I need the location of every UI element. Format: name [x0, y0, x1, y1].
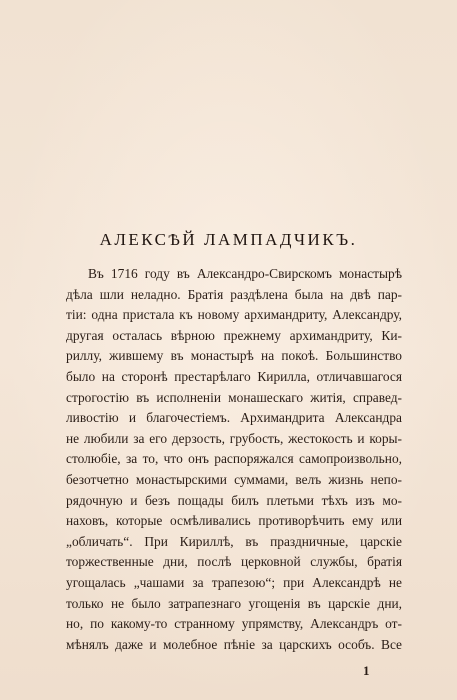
text-line: „обличать“. При Кириллѣ, въ праздничные, царскіе — [66, 533, 402, 549]
text-line: но, по какому-то странному упрямству, Александръ от- — [66, 616, 402, 632]
text-line: риллу, жившему въ монастырѣ на покоѣ. Большинство — [66, 348, 402, 364]
text-line: было на сторонѣ престарѣлаго Кирилла, отличавшагося — [66, 368, 402, 384]
text-line: Въ 1716 году въ Александро-Свирскомъ монастырѣ — [88, 266, 402, 281]
text-line: ливостію и благочестіемъ. Архимандрита Александра — [66, 410, 402, 426]
text-line: торжественные дни, послѣ церковной службы, братія — [66, 554, 402, 570]
text-line: дѣла шли неладно. Братія раздѣлена была на двѣ пар- — [66, 286, 402, 302]
body-text — [66, 264, 402, 655]
text-line: столюбіе, за то, что онъ распоряжался самопроизвольно, — [66, 451, 402, 467]
text-line: наховъ, которые осмѣливались противорѣчить ему или — [66, 513, 402, 529]
text-line: безотчетно монастырскими суммами, велъ жизнь непо- — [66, 471, 402, 487]
text-line: тіи: одна пристала къ новому архимандриту, Александру, — [66, 307, 402, 323]
text-line: только не было затрапезнаго угощенія въ царскіе дни, — [66, 595, 402, 611]
text-line: другая осталась вѣрною прежнему архимандриту, Ки- — [66, 327, 402, 343]
chapter-title: АЛЕКСѢЙ ЛАМПАДЧИКЪ. — [99, 230, 358, 249]
page-number: 1 — [363, 663, 370, 678]
text-line: строгостію въ исполненіи монашескаго житія, справед- — [66, 389, 402, 405]
text-line: рядочную и безъ пощады билъ плетьми тѣхъ изъ мо- — [66, 492, 402, 508]
text-line: угощалась „чашами за трапезою“; при Александрѣ не — [66, 574, 402, 590]
text-line: не любили за его дерзость, грубость, жестокость и коры- — [66, 430, 402, 446]
text-line: мѣнялъ даже и молебное пѣніе за царскихъ особъ. Все — [66, 636, 402, 652]
